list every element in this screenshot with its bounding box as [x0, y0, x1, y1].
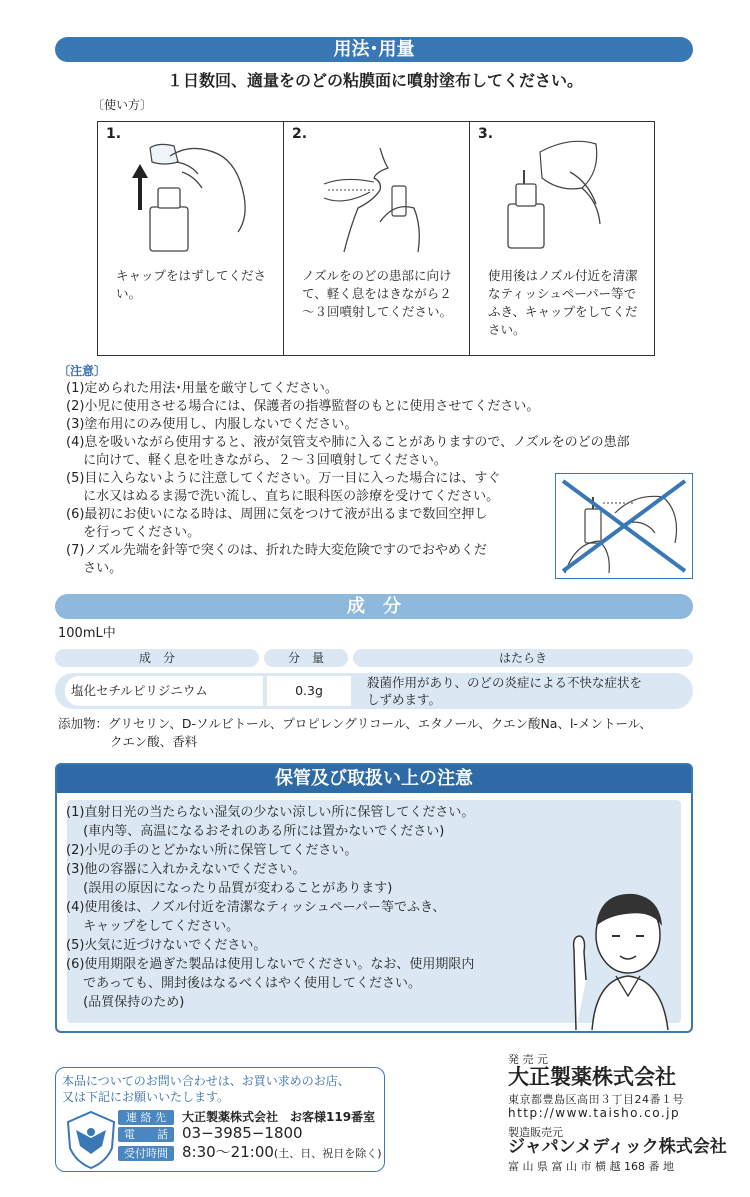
storage-item: (2)小児の手のとどかない所に保管してください。 [66, 843, 358, 858]
seller-label: 発 売 元 [508, 1053, 548, 1066]
function-line: しずめます。 [367, 692, 442, 707]
storage-item: であっても、開封後はなるべくはやく使用してください。 [66, 976, 422, 991]
ingredients-title: 成 分 [347, 596, 401, 617]
ingredient-amount: 0.3g [267, 676, 351, 706]
header-name: 成 分 [55, 649, 259, 667]
caution-item: (6)最初にお使いになる時は、周囲に気をつけて液が出るまで数回空押し [66, 507, 488, 522]
step-number: 1. [106, 126, 122, 142]
prohibited-illustration [555, 473, 693, 579]
step-3 [470, 122, 656, 355]
pharmacist-character-icon [556, 880, 676, 1030]
contact-label: 受付時間 [118, 1146, 174, 1161]
caution-item: (7)ノズル先端を針等で突くのは、折れた時大変危険ですのでおやめくだ [66, 543, 487, 558]
ingredient-name: 塩化セチルピリジニウム [65, 676, 263, 706]
step-text: キャップをはずしてください。 [116, 268, 267, 301]
caution-item: (2)小児に使用させる場合には、保護者の指導監督のもとに使用させてください。 [66, 399, 540, 414]
step-text: ノズルをのどの患部に向けて、軽く息をはきながら２～３回噴射してください。 [302, 268, 453, 319]
storage-item: (3)他の容器に入れかえないでください。 [66, 862, 306, 877]
usage-title: 用法･用量 [333, 39, 415, 60]
remove-cap-illustration [98, 132, 284, 262]
amount-basis: 100mL中 [58, 626, 116, 641]
additives: 添加物：グリセリン、D-ソルビトール、プロピレングリコール、エタノール、クエン酸Na、l-メントール、 [58, 716, 652, 731]
caution-item: (5)目に入らないように注意してください。万一目に入った場合には、すぐ [66, 471, 501, 486]
step-text: 使用後はノズル付近を清潔なティッシュペーパー等でふき、キャップをしてください。 [488, 268, 638, 337]
storage-item: (6)使用期限を過ぎた製品は使用しないでください。なお、使用期限内 [66, 957, 475, 972]
storage-item: (誤用の原因になったり品質が変わることがあります) [66, 881, 393, 896]
seller-name: 大正製薬株式会社 [508, 1065, 676, 1089]
step-2 [284, 122, 470, 355]
caution-item: さい。 [66, 561, 123, 576]
caution-item: を行ってください。 [66, 525, 201, 540]
manufacturer-name: ジャパンメディック株式会社 [508, 1137, 727, 1157]
ingredient-row [55, 673, 693, 709]
hours-value: 8:30〜21:00 [182, 1143, 274, 1161]
manufacturer-label: 製造販売元 [508, 1126, 563, 1139]
how-to-label: 〔使い方〕 [92, 98, 153, 112]
step-1 [98, 122, 284, 355]
taisho-eagle-logo [62, 1108, 120, 1170]
contact-label: 電 話 [118, 1127, 174, 1142]
manufacturer-address: 富 山 県 富 山 市 横 越 168 番 地 [508, 1160, 674, 1173]
storage-item: (5)火気に近づけないでください。 [66, 938, 267, 953]
caution-item: (3)塗布用にのみ使用し、内服しないでください。 [66, 417, 358, 432]
spray-throat-illustration [284, 132, 470, 262]
contact-company: 大正製薬株式会社 お客様119番室 [182, 1110, 376, 1124]
caution-item: に水又はぬるま湯で洗い流し、直ちに眼科医の診療を受けてください。 [66, 489, 500, 504]
usage-banner [55, 37, 693, 62]
reception-hours [182, 1143, 382, 1163]
storage-header [57, 765, 691, 793]
caution-item: に向けて、軽く息を吐きながら、２～３回噴射してください。 [66, 453, 447, 468]
header-function: はたらき [353, 649, 693, 667]
storage-title: 保管及び取扱い上の注意 [275, 768, 473, 789]
caution-item: (1)定められた用法･用量を厳守してください。 [66, 381, 338, 396]
step-number: 2. [292, 126, 308, 142]
additives: クエン酸、香料 [110, 734, 198, 749]
seller-url[interactable]: http://www.taisho.co.jp [508, 1106, 681, 1120]
function-line: 殺菌作用があり、のどの炎症による不快な症状を [367, 675, 643, 690]
storage-item: (車内等、高温になるおそれのある所には置かないでください) [66, 824, 445, 839]
storage-item: (4)使用後は、ノズル付近を清潔なティッシュペーパー等でふき、 [66, 900, 446, 915]
header-amount: 分 量 [264, 649, 348, 667]
caution-label: 〔注意〕 [58, 364, 107, 378]
storage-item: (品質保持のため) [66, 995, 185, 1010]
contact-intro: 又は下記にお願いいたします。 [62, 1090, 230, 1104]
steps-box [97, 121, 655, 356]
hours-note: (土、日、祝日を除く) [273, 1147, 382, 1160]
usage-subtitle: １日数回、適量をのどの粘膜面に噴射塗布してください。 [166, 71, 583, 90]
storage-item: キャップをしてください。 [66, 919, 240, 934]
caution-item: (4)息を吸いながら使用すると、液が気管支や肺に入ることがありますので、ノズルをのどの患部 [66, 435, 630, 450]
ingredients-banner [55, 594, 693, 619]
ingredient-function [367, 674, 642, 708]
step-number: 3. [478, 126, 494, 142]
phone-number[interactable]: 03−3985−1800 [182, 1124, 303, 1142]
wipe-nozzle-illustration [470, 132, 656, 262]
seller-address: 東京都豊島区高田３丁目24番１号 [508, 1093, 684, 1106]
contact-label: 連 絡 先 [118, 1110, 174, 1125]
storage-item: (1)直射日光の当たらない湿気の少ない涼しい所に保管してください。 [66, 805, 475, 820]
contact-intro: 本品についてのお問い合わせは、お買い求めのお店、 [62, 1074, 350, 1088]
